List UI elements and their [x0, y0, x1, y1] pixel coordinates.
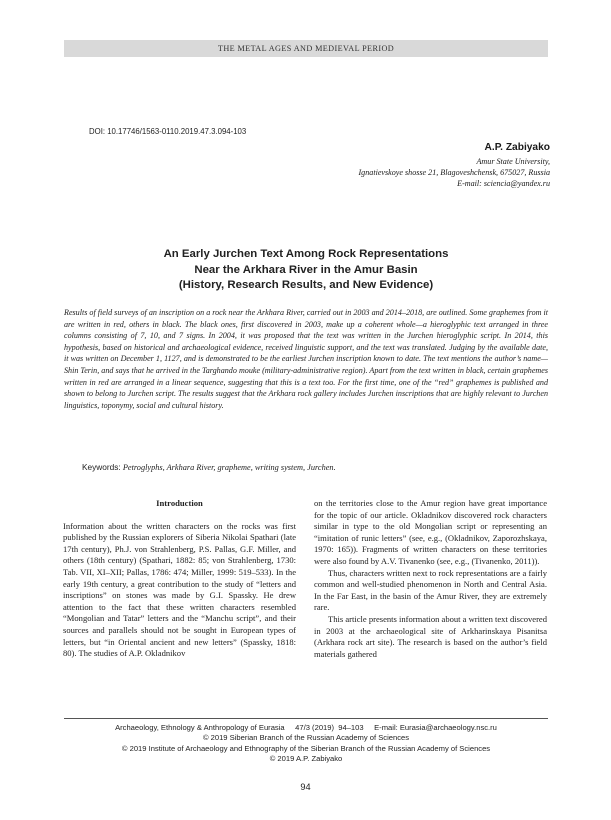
- affiliation-email: E-mail: sciencia@yandex.ru: [457, 179, 550, 188]
- footer-divider: [64, 718, 548, 719]
- journal-line: Archaeology, Ethnology & Anthropology of Eurasia 47/3 (2019) 94–103 E-mail: Eurasia@archaeology.nsc.ru: [115, 723, 497, 732]
- abstract: Results of field surveys of an inscription on a rock near the Arkhara River, carried out in 2003 and 2014–2018, are outlined. Some graphemes from it are written in red, others in black. The black ones, first discovered in 2003, make up a coherent whole—a hieroglyphic text arranged in three columns consisting of 7, 10, and 7 signs. In 2004, it was proposed that the text was written in the Jurchen hieroglyphic script. In 2014, this hypothesis, based on historical and archaeological evidence, received linguistic support, and the text was translated. Judging by the available date, it was written on December 1, 1127, and is demonstrated to be the earliest Jurchen inscription known to date. The text mentions the author’s name—Shin Terin, and says that he arrived in the Targhando mouke (military-administrative region). Apart from the text written in black, certain graphemes written in red are arranged in a linear sequence, suggesting that this is a text too. For the first time, one of the “red” graphemes is published and shown to belong to Jurchen script. The results suggest that the Arkhara rock gallery includes Jurchen inscriptions that are highly relevant to Jurchen linguistics, toponymy, social and cultural history.: [64, 308, 548, 410]
- doi-line: DOI: 10.17746/1563-0110.2019.47.3.094-103: [89, 127, 247, 136]
- author-name: A.P. Zabiyako: [484, 142, 550, 153]
- title-line: (History, Research Results, and New Evidence): [178, 279, 434, 291]
- copyright-line: © 2019 Institute of Archaeology and Ethnography of the Siberian Branch of the Russian Academy of Sciences: [121, 743, 491, 753]
- keywords-label: Keywords:: [82, 462, 121, 472]
- affiliation-line: Amur State University,: [476, 157, 550, 166]
- copyright-line: © 2019 A.P. Zabiyako: [269, 753, 343, 763]
- section-header-band: [64, 40, 548, 57]
- paragraph: Thus, characters written next to rock representations are a fairly common and well-studied phenomenon in North and Central Asia. In the Far East, in the basin of the Amur River, they are extremely rare.: [314, 567, 547, 613]
- keywords-list: Petroglyphs, Arkhara River, grapheme, writing system, Jurchen.: [122, 463, 336, 472]
- paragraph: This article presents information about a written text discovered in 2003 at the archaeological site of Arkharinskaya Pisanitsa (Arkhara rock art site). The research is based on the author’s field materials gathered: [314, 613, 547, 659]
- title-line: Near the Arkhara River in the Amur Basin: [194, 263, 418, 276]
- article-title: [64, 247, 548, 294]
- left-column: [63, 498, 296, 660]
- title-line: An Early Jurchen Text Among Rock Representations: [163, 248, 449, 260]
- author-block: [358, 142, 550, 189]
- paragraph: on the territories close to the Amur region have great importance for the topic of our article. Okladnikov discovered rock characters similar in type to the old Mongolian script or representing an “imitation of runic letters” (see, e.g., (Okladnikov, Zaporozhskaya, 1970: 165)). Fragments of written characters on these territories were also found by A.V. Tivanenko (see, e.g., (Tivanenko, 2011)).: [314, 498, 547, 566]
- keywords: [82, 462, 548, 472]
- section-heading: Introduction: [156, 498, 203, 508]
- section-title: THE METAL AGES AND MEDIEVAL PERIOD: [217, 44, 395, 53]
- page-number: 94: [300, 782, 311, 792]
- copyright-line: © 2019 Siberian Branch of the Russian Academy of Sciences: [202, 733, 410, 743]
- right-column: [314, 498, 547, 660]
- footer: [64, 723, 548, 764]
- paragraph: Information about the written characters on the rocks was first published by the Russian explorers of Siberia Nikolai Spathari (late 17th century), Ph.J. von Strahlenberg, P.S. Pallas, G.F. Miller, and others (18th century) (Spathari, 1882: 85; von Strahlenberg, 1730: Tab. VII, XI–XII; Pallas, 1786: 474; Miller, 1999: 519–533). In the early 19th century, a great contribution to the study of “letters and inscriptions” on stones was made by G.I. Spassky. He drew attention to the fact that these written characters resembled “Mongolian and Tatar” letters and the “Manchu script”, and their sources and parallels should not be sought in European types of letters, but “in Oriental ancient and new letters” (Spassky, 1818: 80). The studies of A.P. Okladnikov: [63, 520, 296, 659]
- affiliation-line: Ignatievskoye shosse 21, Blagoveshchensk, 675027, Russia: [358, 168, 550, 177]
